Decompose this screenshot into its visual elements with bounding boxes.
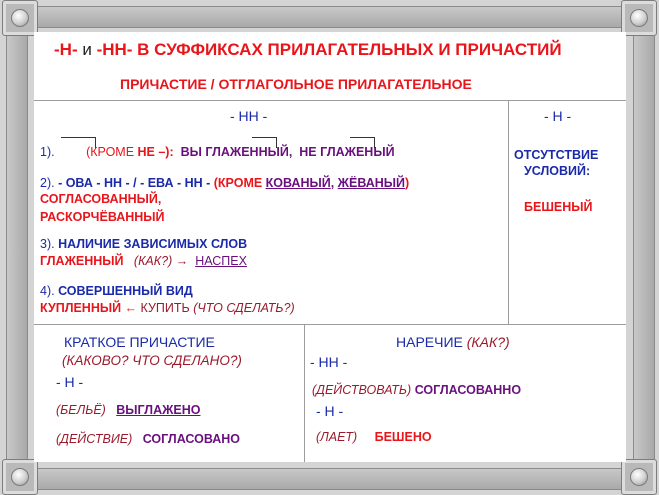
rule2-example-2: ЖЁВАНЫЙ [337,176,406,190]
n-header: - Н - [544,108,572,124]
rule1-except: (КРОМЕ [86,145,138,159]
rule-number: 4). [40,284,59,298]
rule4-example-line [40,301,295,315]
rule3-example: ГЛАЖЕННЫЙ [40,254,124,268]
rule4-text: СОВЕРШЕННЫЙ ВИД [58,284,193,298]
bolt-icon [11,468,29,486]
rule2-close: ) [405,176,410,190]
short-participle-title: КРАТКОЕ ПРИЧАСТИЕ [64,334,215,350]
title-and: и [77,40,97,59]
short-participle-question: (КАКОВО? ЧТО СДЕЛАНО?) [62,353,242,368]
rule1-example-2: НЕ ГЛАЖЕНЫЙ [299,145,395,159]
frame-corner-bottom-right [621,459,657,495]
frame-bottom-bar [18,468,643,490]
short-participle-example-1 [56,403,201,417]
frame-top-bar [18,6,643,28]
page-title [54,40,562,60]
rule-number: 1). [40,145,59,159]
rule1-ne: НЕ –): [137,145,174,159]
frame-corner-bottom-left [2,459,38,495]
example-word: БЕШЕНО [374,430,432,444]
rule4-verb: КУПИТЬ [137,301,194,315]
adverb-title-line [396,334,510,350]
rule4-question: (ЧТО СДЕЛАТЬ?) [193,301,295,315]
rule2-example-1: КОВАНЫЙ [265,176,331,190]
example-word: СОГЛАСОВАНО [142,432,241,446]
rule3-dependent: НАСПЕХ [195,254,247,268]
adverb-n-header: - Н - [316,403,344,419]
divider-bottom [304,324,305,462]
frame-corner-top-left [2,0,38,36]
rule-number: 2). [40,176,59,190]
rule2-line-2: СОГЛАСОВАННЫЙ, [40,192,162,206]
rule-number: 3). [40,237,59,251]
n-condition-line-1: ОТСУТСТВИЕ [514,148,599,162]
adverb-nn-header: - НН - [310,354,348,370]
adverb-title: НАРЕЧИЕ [396,334,467,350]
frame-corner-top-right [621,0,657,36]
nn-rule-4 [40,284,193,298]
divider-middle [34,324,626,325]
rule2-except: (КРОМЕ [213,176,266,190]
nn-rule-2 [40,176,409,190]
page-subtitle: ПРИЧАСТИЕ / ОТГЛАГОЛЬНОЕ ПРИЛАГАТЕЛЬНОЕ [120,76,472,92]
nn-header: - НН - [230,108,268,124]
frame-left-bar [6,18,28,478]
title-n: -Н- [54,40,78,59]
rule3-example-line [40,254,247,268]
rule1-example-1: ВЫ ГЛАЖЕННЫЙ [180,145,289,159]
rule2-line-3: РАСКОРЧЁВАННЫЙ [40,210,165,224]
example-question: (БЕЛЬЁ) [56,403,106,417]
divider-header [34,100,626,101]
rule3-question: (КАК?) → [133,254,189,268]
rule1-comma: , [288,145,293,159]
example-question: (ЛАЕТ) [316,430,358,444]
rule-board [34,32,626,462]
nn-rule-3 [40,237,247,251]
rule2-sep: , [330,176,338,190]
short-participle-n-header: - Н - [56,374,84,390]
nn-rule-1 [40,145,395,159]
adverb-question: (КАК?) [466,334,510,350]
divider-nn-n [508,100,509,324]
rule3-text: НАЛИЧИЕ ЗАВИСИМЫХ СЛОВ [58,237,248,251]
example-question: (ДЕЙСТВОВАТЬ) [312,383,412,397]
title-rest: В СУФФИКСАХ ПРИЛАГАТЕЛЬНЫХ И ПРИЧАСТИЙ [132,40,562,59]
adverb-example-2 [316,430,432,444]
short-participle-example-2 [56,432,240,446]
n-example: БЕШЕНЫЙ [524,200,593,214]
bolt-icon [11,9,29,27]
rule4-example: КУПЛЕННЫЙ ← [40,301,138,315]
example-word: СОГЛАСОВАННО [411,383,522,397]
bolt-icon [630,468,648,486]
n-condition-line-2: УСЛОВИЙ: [524,164,591,178]
adverb-example-1 [312,383,521,397]
rule2-suffixes: - ОВА - НН - / - ЕВА - НН - [58,176,214,190]
bolt-icon [630,9,648,27]
title-nn: -НН- [96,40,133,59]
example-question: (ДЕЙСТВИЕ) [56,432,133,446]
frame-right-bar [633,18,655,478]
example-word: ВЫГЛАЖЕНО [116,403,201,417]
